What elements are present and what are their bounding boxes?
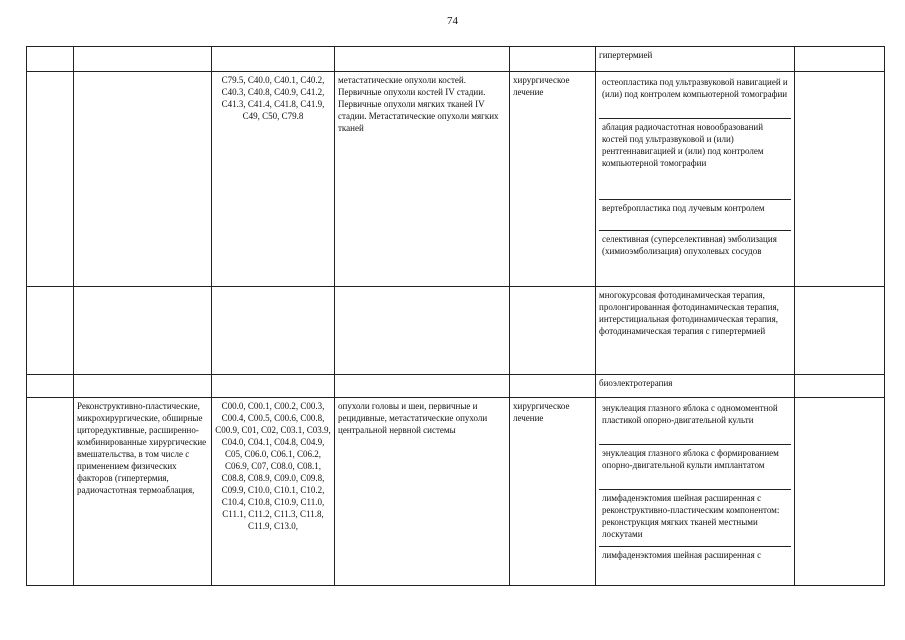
table-cell: [335, 375, 510, 398]
icd-codes-cell: C79.5, C40.0, C40.1, C40.2, C40.3, C40.8, C40.9, C41.2, C41.3, C41.4, C41.8, C41.9, C49, C50, C79.8: [212, 72, 335, 287]
table-cell: [510, 47, 596, 72]
table-cell: [212, 47, 335, 72]
table-cell: [74, 287, 212, 375]
method-item: селективная (суперселективная) эмболизация (химиоэмболизация) опухолевых сосудов: [599, 230, 791, 275]
medical-procedures-table: [26, 46, 885, 586]
table-row: [27, 287, 885, 375]
table-cell: [27, 72, 74, 287]
table-cell: [74, 47, 212, 72]
patient-model-cell: метастатические опухоли костей. Первичные опухоли костей IV стадии. Первичные опухоли мягких тканей IV стадии. Метастатические опухоли мягких тканей: [335, 72, 510, 287]
table-cell: [795, 72, 885, 287]
table-row: [27, 72, 885, 287]
table-cell: [74, 375, 212, 398]
treatment-type-cell: хирургическое лечение: [510, 72, 596, 287]
method-cell: биоэлектротерапия: [596, 375, 795, 398]
method-item: лимфаденэктомия шейная расширенная с реконструктивно-пластическим компонентом: реконструкция мягких тканей местными лоскутами: [599, 489, 791, 546]
table-cell: [27, 375, 74, 398]
table-cell: [795, 47, 885, 72]
table-row: [27, 398, 885, 586]
patient-model-cell: опухоли головы и шеи, первичные и рецидивные, метастатические опухоли центральной нервной системы: [335, 398, 510, 586]
method-cell: гипертермией: [596, 47, 795, 72]
table-row: [27, 375, 885, 398]
table-row: [27, 47, 885, 72]
treatment-type-cell: хирургическое лечение: [510, 398, 596, 586]
table-cell: [510, 375, 596, 398]
table-cell: [27, 398, 74, 586]
method-item: энуклеация глазного яблока с одномоментной пластикой опорно-двигательной культи: [602, 403, 778, 425]
table-cell: [212, 375, 335, 398]
method-item: лимфаденэктомия шейная расширенная с: [599, 546, 791, 565]
method-item: вертебропластика под лучевым контролем: [599, 199, 791, 230]
intervention-name-cell: Реконструктивно-пластические, микрохирургические, обширные циторедуктивные, расширенно-комбинированные хирургические вмешательства, в том числе с применением физических факторов (гипертермия, радиочастотная термоаблация,: [74, 398, 212, 586]
table-cell: [27, 287, 74, 375]
methods-cell: [596, 72, 795, 287]
method-item: энуклеация глазного яблока с формированием опорно-двигательной культи имплантатом: [599, 444, 791, 489]
table-cell: [510, 287, 596, 375]
table-cell: [795, 398, 885, 586]
table-cell: [795, 287, 885, 375]
table-cell: [335, 287, 510, 375]
method-cell: многокурсовая фотодинамическая терапия, пролонгированная фотодинамическая терапия, интерстициальная фотодинамическая терапия, фотодинамическая терапия с гипертермией: [596, 287, 795, 375]
methods-cell: [596, 398, 795, 586]
method-item: остеопластика под ультразвуковой навигацией и (или) под контролем компьютерной томографии: [602, 77, 788, 99]
table-cell: [795, 375, 885, 398]
method-item: аблация радиочастотная новообразований костей под ультразвуковой и (или) рентгеннавигацией и (или) под контролем компьютерной томографии: [599, 118, 791, 199]
page-number: 74: [447, 15, 458, 27]
table-cell: [335, 47, 510, 72]
icd-codes-cell: C00.0, C00.1, C00.2, C00.3, C00.4, C00.5, C00.6, C00.8, C00.9, C01, C02, C03.1, C03.9, C04.0, C04.1, C04.8, C04.9, C05, C06.0, C06.1, C06.2, C06.9, C07, C08.0, C08.1, C08.8, C08.9, C09.0, C09.8, C09.9, C10.0, C10.1, C10.2, C10.4, C10.8, C10.9, C11.0, C11.1, C11.2, C11.3, C11.8, C11.9, C13.0,: [212, 398, 335, 586]
table-cell: [212, 287, 335, 375]
table-cell: [74, 72, 212, 287]
table-cell: [27, 47, 74, 72]
